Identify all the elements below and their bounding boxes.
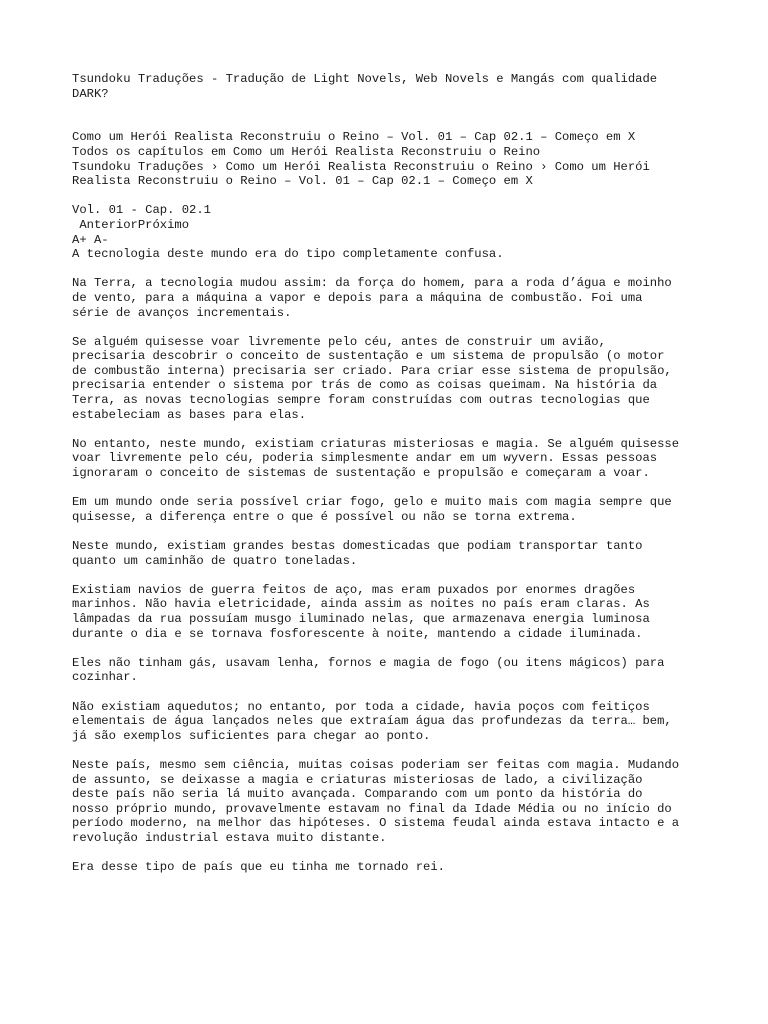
- site-header: [72, 72, 696, 101]
- site-title-line-1[interactable]: Tsundoku Traduções - Tradução de Light Novels, Web Novels e Mangás com qualidade: [72, 72, 658, 86]
- paragraph-4: No entanto, neste mundo, existiam criaturas misteriosas e magia. Se alguém quisesse voar livremente pelo céu, poderia simplesmente andar em um wyvern. Essas pessoas ignoraram o conceito de sistemas de sustentação e propulsão e começaram a voar.: [72, 436, 680, 481]
- post-title: Como um Herói Realista Reconstruiu o Reino – Vol. 01 – Cap 02.1 – Começo em X: [72, 130, 636, 145]
- prev-next-links: [72, 218, 696, 233]
- next-link[interactable]: Próximo: [137, 217, 190, 232]
- chapter-label: Vol. 01 - Cap. 02.1: [72, 203, 211, 218]
- paragraph-11: Era desse tipo de país que eu tinha me tornado rei.: [72, 860, 445, 875]
- paragraph-10: Neste país, mesmo sem ciência, muitas coisas poderiam ser feitas com magia. Mudando de assunto, se deixasse a magia e criaturas misteriosas de lado, a civilização deste país não seria lá muito avançada. Comparando com um ponto da história do nosso próprio mundo, provavelmente estavam no final da Idade Média ou no início do período moderno, na melhor das hipóteses. O sistema feudal ainda estava intacto e a revolução industrial estava muito distante.: [72, 757, 680, 845]
- breadcrumb-line-2[interactable]: Realista Reconstruiu o Reino – Vol. 01 – Cap 02.1 – Começo em X: [72, 174, 533, 189]
- font-increase-button[interactable]: A+: [72, 232, 87, 247]
- all-chapters-link[interactable]: Todos os capítulos em Como um Herói Realista Reconstruiu o Reino: [72, 144, 541, 159]
- prev-link[interactable]: Anterior: [79, 217, 138, 232]
- site-title-line-2[interactable]: DARK?: [72, 86, 109, 101]
- paragraph-9: Não existiam aquedutos; no entanto, por toda a cidade, havia poços com feitiços elementais de água lançados neles que extraíam água das profundezas da terra… bem, já são exemplos suficientes para chegar ao ponto.: [72, 699, 672, 743]
- post-header: [72, 130, 696, 188]
- chapter-content: [72, 247, 696, 875]
- paragraph-1: A tecnologia deste mundo era do tipo completamente confusa.: [72, 247, 504, 262]
- paragraph-5: Em um mundo onde seria possível criar fogo, gelo e muito mais com magia sempre que quisesse, a diferença entre o que é possível ou não se torna extrema.: [72, 495, 672, 524]
- paragraph-8: Eles não tinham gás, usavam lenha, fornos e magia de fogo (ou itens mágicos) para cozinhar.: [72, 655, 665, 685]
- paragraph-6: Neste mundo, existiam grandes bestas domesticadas que podiam transportar tanto quanto um caminhão de quatro toneladas.: [72, 539, 643, 568]
- paragraph-7: Existiam navios de guerra feitos de aço, mas eram puxados por enormes dragões marinhos. Não havia eletricidade, ainda assim as noites no país eram claras. As lâmpadas da rua possuíam musgo iluminado nelas, que armazenava energia luminosa durante o dia e se tornava fosforescente à noite, mantendo a cidade iluminada.: [72, 582, 650, 641]
- chapter-nav: [72, 203, 696, 247]
- paragraph-3: Se alguém quisesse voar livremente pelo céu, antes de construir um avião, precisaria descobrir o conceito de sustentação e um sistema de propulsão (o motor de combustão interna) precisaria ser criado. Para criar esse sistema de propulsão, precisaria entender o sistema por trás de como as coisas queimam. Na história da Terra, as novas tecnologias sempre foram construídas com outras tecnologias que estabeleciam as bases para elas.: [72, 334, 672, 422]
- font-size-controls: [72, 233, 696, 248]
- font-decrease-button[interactable]: A-: [93, 232, 109, 247]
- paragraph-2: Na Terra, a tecnologia mudou assim: da força do homem, para a roda d’água e moinho de vento, para a máquina a vapor e depois para a máquina de combustão. Foi uma série de avanços incrementais.: [72, 276, 672, 320]
- breadcrumb-line-1[interactable]: Tsundoku Traduções › Como um Herói Realista Reconstruiu o Reino › Como um Herói: [72, 159, 650, 174]
